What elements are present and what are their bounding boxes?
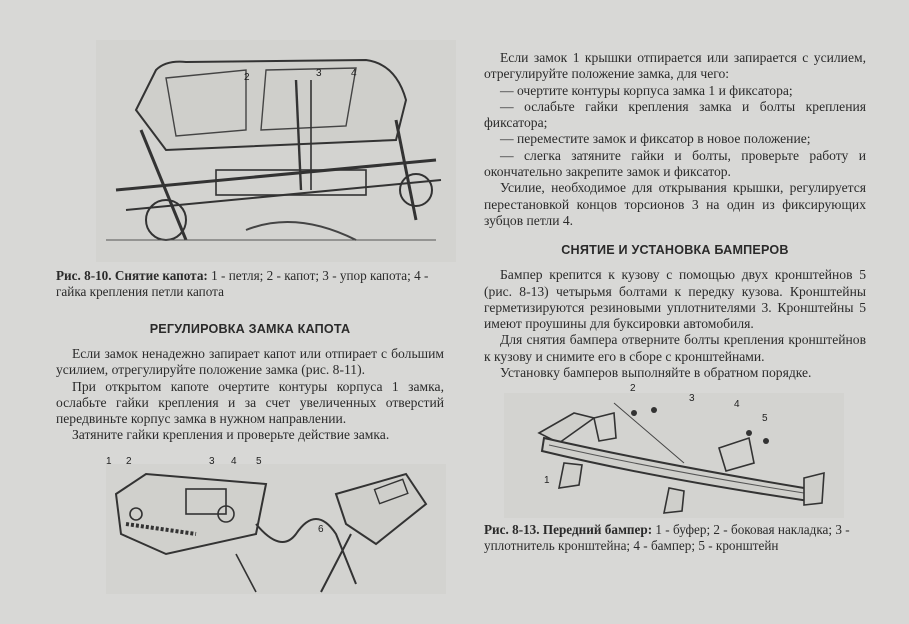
hood-removal-illustration xyxy=(96,40,456,262)
callout-5: 5 xyxy=(256,455,262,467)
section-heading-bumpers: СНЯТИЕ И УСТАНОВКА БАМПЕРОВ xyxy=(561,243,789,258)
callout-5: 5 xyxy=(762,413,768,425)
callout-2: 2 xyxy=(630,383,636,395)
figure-8-13 xyxy=(504,383,844,518)
paragraph: Если замок ненадежно запирает капот или отпирает с большим усилием, отрегулируйте положение замка (рис. 8-11). xyxy=(56,346,444,378)
caption-text: 1 - петля; 2 - капот; 3 - упор капота; 4 - гайка крепления петли капота xyxy=(56,268,429,299)
paragraph: При открытом капоте очертите контуры корпуса 1 замка, ослабьте гайки крепления и за счет увеличенных отверстий передвиньте корпус замка в нужном направлении. xyxy=(56,378,444,427)
paragraph: — переместите замок и фиксатор в новое положение; xyxy=(500,131,811,147)
left-column xyxy=(56,40,444,594)
section-heading-hood-lock: РЕГУЛИРОВКА ЗАМКА КАПОТА xyxy=(149,322,351,336)
figure-8-10 xyxy=(96,40,456,262)
callout-1: 1 xyxy=(544,475,550,487)
paragraph: Если замок 1 крышки отпирается или запирается с усилием, отрегулируйте положение замка, для чего: xyxy=(484,50,866,82)
front-bumper-illustration xyxy=(504,393,844,518)
callout-3: 3 xyxy=(316,68,322,79)
callout-4: 4 xyxy=(231,455,237,467)
callout-3: 3 xyxy=(689,393,695,405)
callout-3: 3 xyxy=(209,455,215,467)
bumper-text xyxy=(484,267,866,381)
caption-lead: Рис. 8-10. Снятие капота: xyxy=(56,268,208,283)
paragraph: Затяните гайки крепления и проверьте действие замка. xyxy=(72,427,390,443)
trunk-lock-text xyxy=(484,50,866,229)
paragraph: Бампер крепится к кузову с помощью двух кронштейнов 5 (рис. 8-13) четырьмя болтами к передку кузова. Кронштейны герметизируются резиновыми уплотнителями 3. Кронштейны 5 имеют проушины для буксировки автомобиля. xyxy=(484,267,866,332)
caption-lead: Рис. 8-13. Передний бампер: xyxy=(484,522,653,538)
paragraph: Установку бамперов выполняйте в обратном порядке. xyxy=(500,365,812,381)
callout-1: 1 xyxy=(106,455,112,467)
paragraph: Усилие, необходимое для открывания крышки, регулируется перестановкой концов торсионов 3 на один из фиксирующих зубцов петли 4. xyxy=(484,180,866,228)
callout-2: 2 xyxy=(244,72,250,83)
callout-6: 6 xyxy=(318,523,324,535)
caption-text: 1 - буфер; 2 - боковая накладка; 3 - уплотнитель кронштейна; 4 - бампер; 5 - кронштейн xyxy=(484,522,850,554)
callout-2: 2 xyxy=(126,455,132,467)
paragraph: — очертите контуры корпуса замка 1 и фиксатора; xyxy=(500,82,793,98)
paragraph: Для снятия бампера отверните болты крепления кронштейнов к кузову и снимите его в сборе с кронштейнами. xyxy=(484,332,866,364)
hood-lock-text xyxy=(56,346,444,444)
right-column xyxy=(484,50,866,554)
figure-8-11 xyxy=(106,455,446,594)
figure-8-13-caption xyxy=(484,522,866,554)
callout-4: 4 xyxy=(734,399,740,411)
paragraph: — ослабьте гайки крепления замка и болты крепления фиксатора; xyxy=(484,98,866,131)
paragraph: — слегка затяните гайки и болты, проверьте работу и окончательно закрепите замок и фиксатор. xyxy=(484,147,866,180)
hood-lock-illustration xyxy=(106,464,446,594)
callout-4: 4 xyxy=(351,68,357,79)
figure-8-10-caption xyxy=(56,268,444,300)
